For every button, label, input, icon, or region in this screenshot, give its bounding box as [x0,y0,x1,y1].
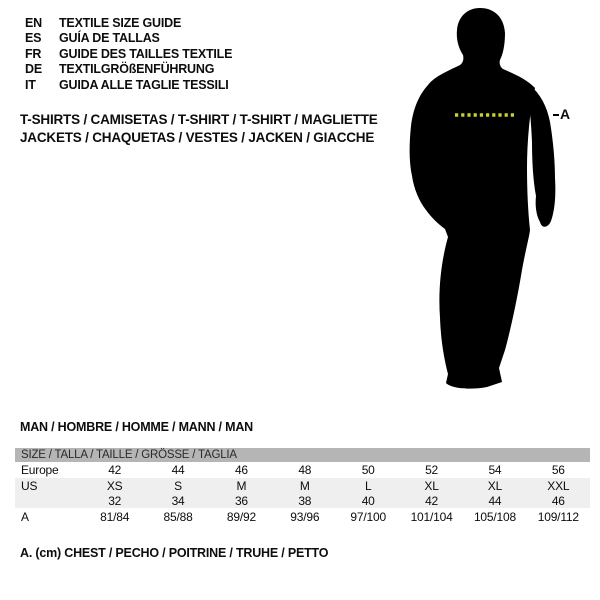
language-label: GUIDE DES TAILLES TEXTILE [59,46,233,61]
table-cell: XL [463,478,526,493]
table-cell: 42 [400,493,463,508]
table-cell: 93/96 [290,509,320,524]
language-label: GUÍA DE TALLAS [59,31,160,46]
table-cell: XXL [527,478,590,493]
table-cell: 42 [108,463,122,477]
man-silhouette [402,4,577,396]
table-cell: 81/84 [100,509,130,524]
row-label-us: US [15,478,83,493]
table-cell: XS [83,478,146,493]
measurement-footnote: A. (cm) CHEST / PECHO / POITRINE / TRUHE / PETTO [20,546,329,560]
language-label: GUIDA ALLE TAGLIE TESSILI [59,77,229,92]
table-cell: 50 [361,463,375,477]
language-row [25,31,232,47]
language-row [25,15,232,31]
table-cell: 34 [146,493,209,508]
table-cell: 97/100 [350,509,386,524]
language-label: TEXTILE SIZE GUIDE [59,15,182,30]
table-cell: 48 [298,463,312,477]
size-table [15,448,590,525]
table-cell: 38 [273,493,336,508]
table-cell: 54 [488,463,502,477]
language-code: ES [25,31,42,46]
language-row [25,46,232,62]
table-cell: 101/104 [410,509,453,524]
row-label-blank [15,493,83,508]
size-table-header: SIZE / TALLA / TAILLE / GRÖSSE / TAGLIA [15,448,590,462]
language-row [25,62,232,78]
table-cell: 85/88 [163,509,193,524]
table-cell: 109/112 [537,509,579,524]
table-cell: 52 [425,463,439,477]
category-jackets: JACKETS / CHAQUETAS / VESTES / JACKEN / GIACCHE [20,129,375,145]
measure-label-a: A [560,106,571,122]
table-cell: XL [400,478,463,493]
language-code: IT [25,77,36,92]
table-cell: M [273,478,336,493]
language-list [25,15,232,93]
table-cell: S [146,478,209,493]
table-cell: M [210,478,273,493]
garment-categories [20,111,378,146]
row-label-a: A [21,509,29,524]
table-cell: 46 [234,463,248,477]
section-heading-man: MAN / HOMBRE / HOMME / MANN / MAN [20,420,253,434]
measure-pointer-dash [540,114,559,116]
row-label-europe: Europe [21,463,59,477]
table-cell: 89/92 [226,509,256,524]
table-cell: 40 [337,493,400,508]
table-cell: 46 [527,493,590,508]
language-code: EN [25,15,42,30]
language-code: DE [25,62,42,77]
table-cell: 105/108 [473,509,516,524]
language-row [25,77,232,93]
table-cell: 36 [210,493,273,508]
table-cell: L [337,478,400,493]
table-cell: 44 [171,463,185,477]
man-body-shape [410,8,535,389]
language-label: TEXTILGRÖßENFÜHRUNG [59,62,215,77]
table-cell: 56 [551,463,565,477]
category-tshirts: T-SHIRTS / CAMISETAS / T-SHIRT / T-SHIRT / MAGLIETTE [20,112,378,127]
language-code: FR [25,46,42,61]
table-cell: 32 [83,493,146,508]
table-cell: 44 [463,493,526,508]
man-right-arm-shape [526,86,555,227]
man-silhouette-svg [402,4,577,396]
